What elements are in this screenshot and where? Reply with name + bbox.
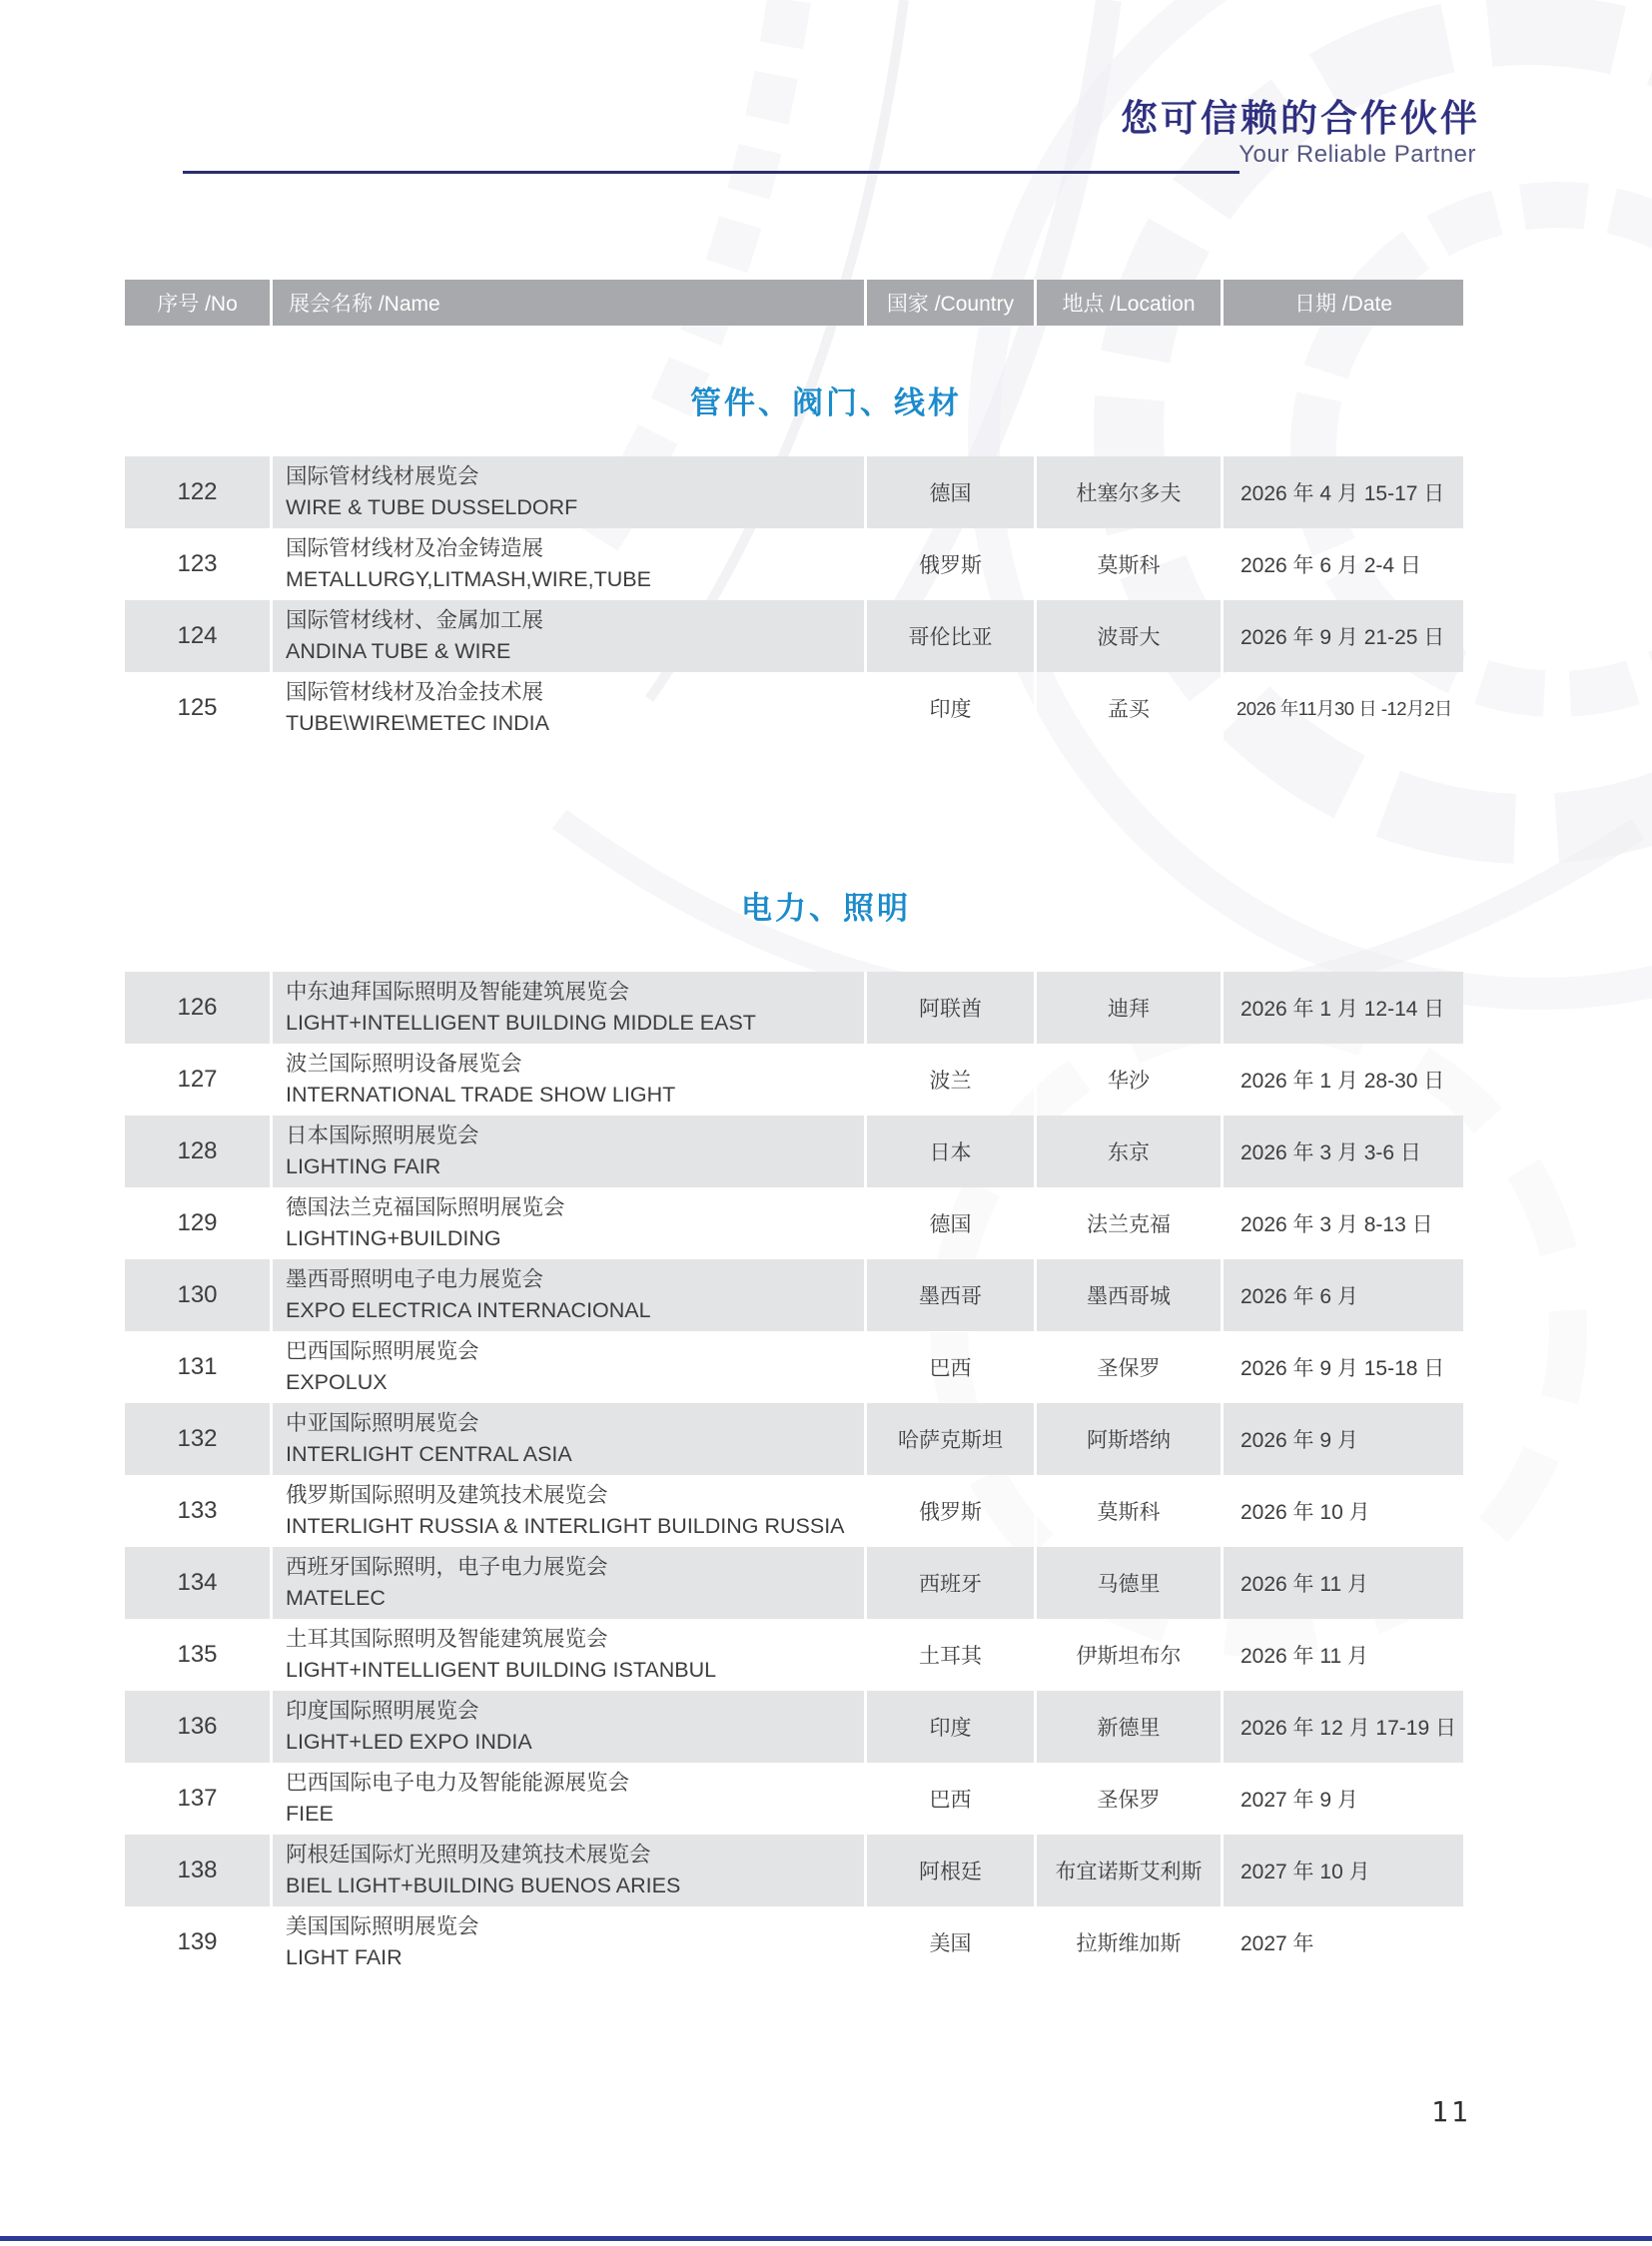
exhibition-name-en: EXPO ELECTRICA INTERNACIONAL: [286, 1298, 651, 1322]
exhibition-location: 孟买: [1034, 672, 1221, 744]
exhibition-country: 波兰: [864, 1044, 1034, 1116]
section-title-power-lighting: 电力、照明: [741, 891, 911, 926]
exhibition-name-cn: 美国国际照明展览会: [286, 1914, 479, 1938]
exhibition-location: 布宜诺斯艾利斯: [1034, 1835, 1221, 1906]
exhibition-date: 2026 年 4 月 15-17 日: [1221, 456, 1463, 528]
table-row: [125, 972, 1463, 1044]
column-header-name: 展会名称 /Name: [270, 280, 864, 326]
exhibition-name-en: INTERLIGHT RUSSIA & INTERLIGHT BUILDING RUSSIA: [286, 1514, 845, 1538]
exhibition-location: 阿斯塔纳: [1034, 1403, 1221, 1475]
table-row: [125, 1835, 1463, 1906]
exhibition-name-cn: 墨西哥照明电子电力展览会: [286, 1267, 544, 1291]
exhibition-name: [270, 1835, 864, 1906]
exhibition-location: 法兰克福: [1034, 1187, 1221, 1259]
exhibition-country: 印度: [864, 1691, 1034, 1763]
exhibition-date: 2026 年 6 月: [1221, 1259, 1463, 1331]
exhibition-name: [270, 1403, 864, 1475]
exhibition-name: [270, 1116, 864, 1187]
row-number: 139: [177, 1928, 218, 1955]
exhibition-country: 阿联酋: [864, 972, 1034, 1044]
table-row: [125, 672, 1463, 744]
exhibition-name: [270, 1259, 864, 1331]
exhibition-name-en: MATELEC: [286, 1586, 386, 1610]
page-number: 11: [1431, 2095, 1471, 2128]
row-number: 133: [177, 1497, 218, 1524]
section-rows: [125, 456, 1463, 744]
exhibition-country: 德国: [864, 1187, 1034, 1259]
exhibition-date: 2027 年: [1221, 1906, 1463, 1978]
exhibition-country: 俄罗斯: [864, 528, 1034, 600]
exhibition-name-en: METALLURGY,LITMASH,WIRE,TUBE: [286, 567, 651, 591]
exhibition-name-cn: 巴西国际电子电力及智能能源展览会: [286, 1771, 630, 1795]
exhibition-name-en: WIRE & TUBE DUSSELDORF: [286, 495, 578, 519]
exhibition-name-cn: 国际管材线材展览会: [286, 464, 479, 488]
row-number: 123: [177, 550, 218, 577]
table-row: [125, 1763, 1463, 1835]
exhibition-name-en: EXPOLUX: [286, 1370, 388, 1394]
row-number: 129: [177, 1209, 218, 1236]
row-number: 125: [177, 694, 218, 721]
exhibition-name: [270, 1763, 864, 1835]
row-number: 131: [177, 1353, 218, 1380]
exhibition-location: 波哥大: [1034, 600, 1221, 672]
exhibition-name-cn: 国际管材线材及冶金铸造展: [286, 536, 544, 560]
table-row: [125, 1691, 1463, 1763]
exhibition-name-en: LIGHT FAIR: [286, 1945, 403, 1969]
exhibition-location: 圣保罗: [1034, 1763, 1221, 1835]
exhibition-country: 土耳其: [864, 1619, 1034, 1691]
exhibition-location: 伊斯坦布尔: [1034, 1619, 1221, 1691]
exhibition-date: 2026 年 10 月: [1221, 1475, 1463, 1547]
exhibition-location: 圣保罗: [1034, 1331, 1221, 1403]
exhibition-country: 美国: [864, 1906, 1034, 1978]
exhibition-name: [270, 972, 864, 1044]
row-number: 136: [125, 1691, 270, 1763]
exhibition-country: 德国: [864, 456, 1034, 528]
table-row: [125, 1619, 1463, 1691]
exhibition-date: 2026 年 9 月 15-18 日: [1221, 1331, 1463, 1403]
exhibition-country: 巴西: [864, 1331, 1034, 1403]
exhibition-name-cn: 西班牙国际照明，电子电力展览会: [286, 1555, 608, 1579]
section-rows: [125, 972, 1463, 1978]
exhibition-date: 2027 年 10 月: [1221, 1835, 1463, 1906]
row-number: 126: [125, 972, 270, 1044]
exhibition-name-cn: 波兰国际照明设备展览会: [286, 1052, 522, 1076]
exhibition-name-en: ANDINA TUBE & WIRE: [286, 639, 511, 663]
exhibition-date: 2026 年 11 月: [1221, 1619, 1463, 1691]
exhibition-name-en: FIEE: [286, 1802, 334, 1826]
exhibition-date: 2026 年 11 月: [1221, 1547, 1463, 1619]
table-row: [125, 1547, 1463, 1619]
exhibition-name: [270, 1187, 864, 1259]
exhibition-name: [270, 1044, 864, 1116]
exhibition-name: [270, 600, 864, 672]
exhibition-name: [270, 1331, 864, 1403]
table-row: [125, 1044, 1463, 1116]
exhibition-name-cn: 国际管材线材、金属加工展: [286, 608, 544, 632]
table-row: [125, 1259, 1463, 1331]
exhibition-name-cn: 阿根廷国际灯光照明及建筑技术展览会: [286, 1843, 651, 1867]
exhibition-name-en: LIGHT+LED EXPO INDIA: [286, 1730, 532, 1754]
table-header-row: [125, 280, 1463, 326]
row-number: 137: [177, 1785, 218, 1812]
exhibition-name-cn: 俄罗斯国际照明及建筑技术展览会: [286, 1483, 608, 1507]
exhibition-country: 哥伦比亚: [864, 600, 1034, 672]
exhibition-location: 墨西哥城: [1034, 1259, 1221, 1331]
row-number: 127: [177, 1066, 218, 1093]
row-number: 134: [125, 1547, 270, 1619]
exhibition-name-cn: 土耳其国际照明及智能建筑展览会: [286, 1627, 608, 1651]
header-divider-line: [183, 171, 1239, 174]
exhibition-name-en: LIGHTING+BUILDING: [286, 1226, 501, 1250]
exhibition-country: 墨西哥: [864, 1259, 1034, 1331]
page-title-cn: 您可信赖的合作伙伴: [1121, 98, 1480, 139]
column-header-date: 日期 /Date: [1221, 280, 1463, 326]
exhibition-name-cn: 日本国际照明展览会: [286, 1123, 479, 1147]
table-row: [125, 528, 1463, 600]
exhibition-location: 新德里: [1034, 1691, 1221, 1763]
exhibition-name-en: BIEL LIGHT+BUILDING BUENOS ARIES: [286, 1873, 681, 1897]
exhibition-location: 华沙: [1034, 1044, 1221, 1116]
exhibition-country: 俄罗斯: [864, 1475, 1034, 1547]
exhibition-country: 哈萨克斯坦: [864, 1403, 1034, 1475]
exhibition-country: 阿根廷: [864, 1835, 1034, 1906]
exhibition-name-cn: 印度国际照明展览会: [286, 1699, 479, 1723]
exhibition-name-en: INTERLIGHT CENTRAL ASIA: [286, 1442, 572, 1466]
exhibition-location: 杜塞尔多夫: [1034, 456, 1221, 528]
exhibition-location: 莫斯科: [1034, 1475, 1221, 1547]
row-number: 132: [125, 1403, 270, 1475]
column-header-no: 序号 /No: [125, 280, 270, 326]
exhibition-name-cn: 国际管材线材及冶金技术展: [286, 680, 544, 704]
table-row: [125, 456, 1463, 528]
exhibition-name-en: LIGHT+INTELLIGENT BUILDING MIDDLE EAST: [286, 1011, 756, 1035]
exhibition-date: 2026 年11月30 日 -12月2日: [1221, 672, 1463, 744]
exhibition-name-en: TUBE\WIRE\METEC INDIA: [286, 711, 549, 735]
exhibition-date: 2026 年 3 月 8-13 日: [1221, 1187, 1463, 1259]
exhibition-name: [270, 528, 864, 600]
table-row: [125, 1403, 1463, 1475]
table-row: [125, 1475, 1463, 1547]
exhibition-name-en: INTERNATIONAL TRADE SHOW LIGHT: [286, 1083, 676, 1107]
exhibition-country: 日本: [864, 1116, 1034, 1187]
exhibition-country: 西班牙: [864, 1547, 1034, 1619]
exhibition-name: [270, 1906, 864, 1978]
exhibition-name: [270, 672, 864, 744]
exhibition-date: 2026 年 1 月 12-14 日: [1221, 972, 1463, 1044]
exhibition-location: 马德里: [1034, 1547, 1221, 1619]
table-row: [125, 1331, 1463, 1403]
exhibition-date: 2026 年 12 月 17-19 日: [1221, 1691, 1463, 1763]
column-header-country: 国家 /Country: [864, 280, 1034, 326]
exhibition-country: 巴西: [864, 1763, 1034, 1835]
exhibition-date: 2026 年 6 月 2-4 日: [1221, 528, 1463, 600]
exhibition-name: [270, 1691, 864, 1763]
exhibition-location: 东京: [1034, 1116, 1221, 1187]
exhibition-name: [270, 456, 864, 528]
exhibition-date: 2026 年 9 月 21-25 日: [1221, 600, 1463, 672]
exhibition-date: 2027 年 9 月: [1221, 1763, 1463, 1835]
exhibition-location: 拉斯维加斯: [1034, 1906, 1221, 1978]
row-number: 128: [125, 1116, 270, 1187]
exhibition-name-cn: 巴西国际照明展览会: [286, 1339, 479, 1363]
exhibition-location: 莫斯科: [1034, 528, 1221, 600]
row-number: 138: [125, 1835, 270, 1906]
exhibition-country: 印度: [864, 672, 1034, 744]
page-title-en: Your Reliable Partner: [1239, 141, 1476, 168]
table-row: [125, 1116, 1463, 1187]
exhibition-date: 2026 年 9 月: [1221, 1403, 1463, 1475]
exhibition-date: 2026 年 1 月 28-30 日: [1221, 1044, 1463, 1116]
exhibition-name: [270, 1547, 864, 1619]
exhibition-name: [270, 1619, 864, 1691]
exhibition-name-en: LIGHTING FAIR: [286, 1154, 441, 1178]
table-row: [125, 1906, 1463, 1978]
exhibition-name-cn: 中亚国际照明展览会: [286, 1411, 479, 1435]
exhibition-date: 2026 年 3 月 3-6 日: [1221, 1116, 1463, 1187]
row-number: 130: [125, 1259, 270, 1331]
table-row: [125, 600, 1463, 672]
row-number: 124: [125, 600, 270, 672]
exhibition-name-en: LIGHT+INTELLIGENT BUILDING ISTANBUL: [286, 1658, 717, 1682]
exhibition-name: [270, 1475, 864, 1547]
bottom-accent-bar: [0, 2236, 1652, 2241]
column-header-location: 地点 /Location: [1034, 280, 1221, 326]
row-number: 135: [177, 1641, 218, 1668]
exhibition-location: 迪拜: [1034, 972, 1221, 1044]
table-row: [125, 1187, 1463, 1259]
exhibition-name-cn: 德国法兰克福国际照明展览会: [286, 1195, 565, 1219]
exhibition-name-cn: 中东迪拜国际照明及智能建筑展览会: [286, 980, 630, 1004]
section-title-pipes-valves-wire: 管件、阀门、线材: [690, 385, 962, 420]
row-number: 122: [125, 456, 270, 528]
